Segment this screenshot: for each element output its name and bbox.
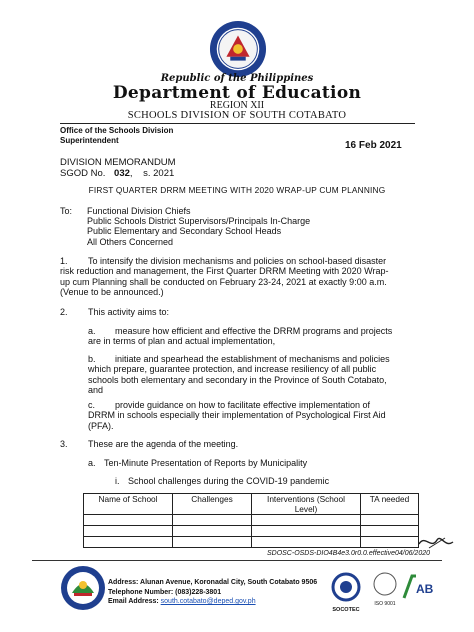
socotec-icon [331,572,361,602]
address-line [108,578,317,588]
aim-line: DRRM in schools especially their implementation of Psychological First Aid [88,410,386,421]
para1-number: 1. [60,256,68,266]
to-block [60,206,460,248]
sgod-prefix: SGOD No. [60,168,106,179]
table-header-line: Level) [294,504,318,514]
challenges-table [83,493,419,548]
para1-text [60,256,415,297]
memo-type: DIVISION MEMORANDUM [60,157,176,168]
para1-line: up cum Planning shall be conducted on February 23-24, 2021 at exactly 9:00 a.m. [60,276,387,287]
aim-a-label: a. [88,326,96,336]
table-header-cell: TA needed [361,494,419,515]
table-header-row [84,494,419,515]
phone-label: Telephone Number: [108,588,174,596]
iso-cert-logo [370,572,400,616]
para1-line: To intensify the division mechanisms and policies on school-based disaster [88,256,387,266]
recipient-item: Functional Division Chiefs [87,206,191,216]
table-row [84,537,419,548]
para1-line: (Venue to be announced.) [60,286,164,297]
agenda-a-text: Ten-Minute Presentation of Reports by Municipality [104,458,308,468]
office-line-2: Superintendent [60,136,119,145]
ab-label: AB [416,582,434,596]
recipients-list [87,206,310,247]
office-line-1: Office of the Schools Division [60,126,174,135]
office-block [60,126,260,146]
phone-line [108,588,317,598]
agenda-i-text: School challenges during the COVID-19 pandemic [128,476,330,486]
memo-number-line [60,168,176,179]
address-value: Alunan Avenue, Koronadal City, South Cotabato 9506 [140,579,318,586]
aim-line: which prepare, guarantee protection, and increase resiliency of all public [88,364,377,375]
division-seal-logo [60,565,106,611]
para3-number: 3. [60,439,68,449]
aim-a-text [88,326,415,347]
email-line [108,597,317,607]
table-header-line: Interventions (School [267,494,345,504]
memo-id-block [60,157,176,179]
department-title: Department of Education [112,83,362,103]
phone-value: (083)228-3801 [175,588,222,596]
document-reference-code: SDOSC-OSDS-DIO4B4e3.0r0.0.effective04/06/2020 [266,550,430,557]
memo-series: , s. 2021 [129,168,175,179]
iso-icon [373,572,397,596]
republic-line: Republic of the Philippines [160,73,314,84]
table-header-cell: Challenges [173,494,252,515]
agenda-a-label: a. [88,458,96,468]
aim-line: provide guidance on how to facilitate effective implementation of [115,400,370,410]
aim-line: (PFA). [88,420,114,431]
iso-label: ISO 9001 [374,601,396,607]
memo-number: 032 [114,168,130,179]
aim-line: schools both elementary and secondary in the Province of South Cotabato, [88,374,387,385]
table-header-cell: Name of School [84,494,173,515]
para2-intro: This activity aims to: [88,307,170,317]
footer-rule [32,560,442,561]
aim-b-text [88,354,415,395]
agenda-i-label: i. [115,476,120,486]
table-row [84,526,419,537]
aim-b-label: b. [88,354,96,364]
email-label: Email Address: [108,598,159,605]
deped-seal-logo [209,20,267,78]
aim-line: and [88,384,104,395]
region-line: REGION XII [209,100,265,111]
para1-line: risk reduction and management, the First Quarter DRRM Meeting with 2020 Wrap- [60,266,389,277]
memo-date: 16 Feb 2021 [345,140,402,151]
socotec-cert-logo [326,572,366,616]
para2-number: 2. [60,307,68,317]
division-line: SCHOOLS DIVISION OF SOUTH COTABATO [127,110,347,121]
para3-intro: These are the agenda of the meeting. [88,439,239,449]
recipient-item: Public Schools District Supervisors/Principals In-Charge [87,216,311,227]
aim-c-text [88,400,415,431]
aim-line: measure how efficient and effective the DRRM programs and projects [115,326,393,336]
header-rule [60,123,415,124]
table-row [84,515,419,526]
footer-contact [108,578,317,607]
ab-cert-logo [402,572,436,616]
aim-line: initiate and spearhead the establishment of mechanisms and policies [115,354,390,364]
email-link[interactable]: south.cotabato@deped.gov.ph [160,598,256,605]
aim-c-label: c. [88,400,96,410]
socotec-label: SOCOTEC [332,607,360,613]
recipient-item: Public Elementary and Secondary School Heads [87,226,282,237]
memo-subject: FIRST QUARTER DRRM MEETING WITH 2020 WRAP-UP CUM PLANNING [88,185,386,195]
table-header-cell [252,494,361,515]
address-label: Address: [108,579,139,586]
recipient-item: All Others Concerned [87,236,174,247]
to-label: To: [60,206,73,216]
aim-line: are in terms of plan and actual implementation, [88,336,276,347]
